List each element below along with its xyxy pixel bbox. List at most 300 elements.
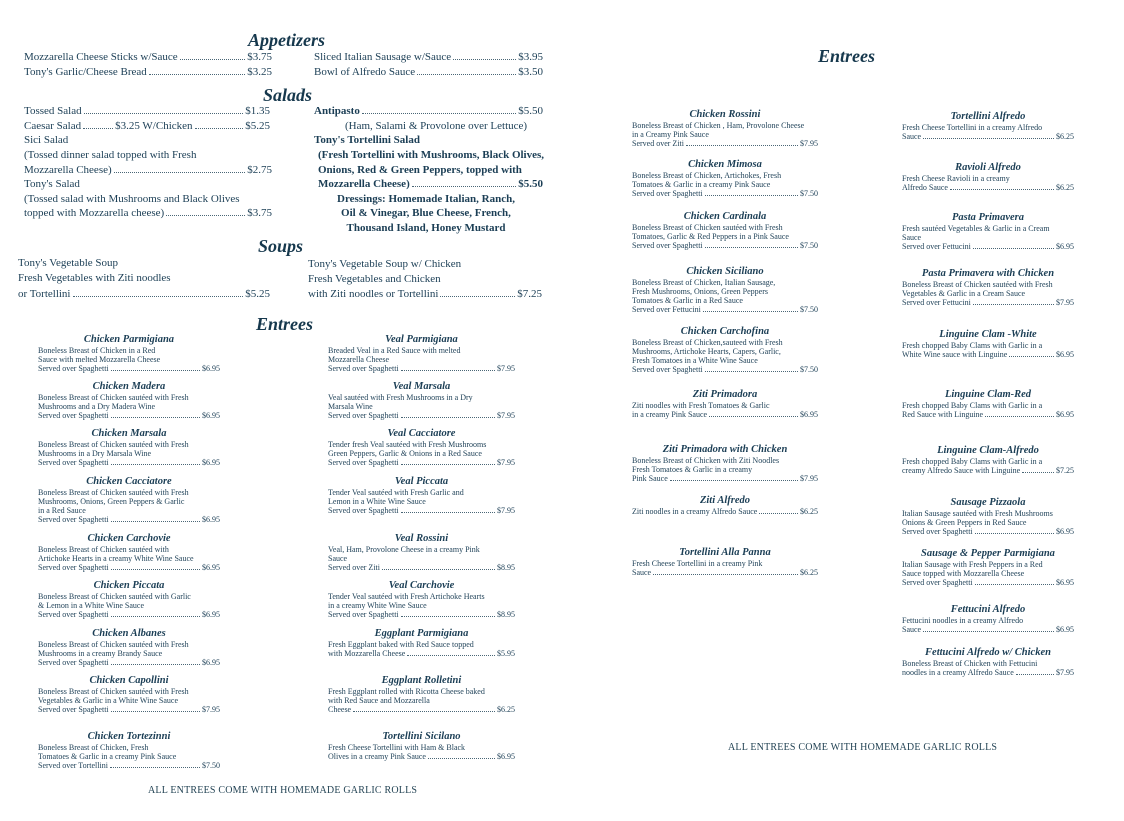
menu-line [24, 163, 272, 178]
menu-item [902, 111, 1074, 141]
item-price: $7.95 [497, 458, 515, 467]
item-description: Boneless Breast of Chicken sautéed with Garlic [38, 592, 191, 601]
menu-item [38, 334, 220, 373]
menu-item [328, 580, 515, 619]
item-price-line [632, 568, 818, 577]
item-served: Served over Tortellini [38, 761, 108, 770]
item-served: Served over Spaghetti [38, 364, 109, 373]
menu-item [632, 389, 818, 419]
item-name: Veal Rossini [394, 533, 449, 544]
item-price-line [38, 761, 220, 770]
item-description: Boneless Breast of Chicken, Fresh [38, 743, 149, 752]
dot-leader [111, 664, 200, 665]
item-description: Fresh Cheese Ravioli in a creamy [902, 174, 1010, 183]
item-description: Fresh Cheese Tortellini in a creamy Alfredo [902, 123, 1043, 132]
item-name: Tossed Salad [24, 105, 82, 117]
item-price: $6.25 [1056, 183, 1074, 192]
item-price: $7.95 [497, 506, 515, 515]
item-price-line [902, 242, 1074, 251]
item-description: Fresh Cheese Tortellini in a creamy Pink [632, 559, 763, 568]
item-name: Linguine Clam -White [939, 329, 1037, 340]
menu-line [314, 65, 543, 80]
item-price-line [902, 668, 1074, 677]
item-price-line [328, 411, 515, 420]
item-price-line [38, 458, 220, 467]
item-served: Alfredo Sauce [902, 183, 948, 192]
item-price: $7.50 [800, 189, 818, 198]
item-served: Ziti noodles in a creamy Alfredo Sauce [632, 507, 758, 516]
item-price-line [632, 189, 818, 198]
item-price: $6.95 [1056, 242, 1074, 251]
item-price: $7.50 [800, 305, 818, 314]
item-name: Chicken Carchovie [87, 533, 171, 544]
item-price: $7.25 [1056, 466, 1074, 475]
menu-line [308, 287, 542, 302]
item-price: $7.95 [800, 474, 818, 483]
item-description: Green Peppers, Garlic & Onions in a Red Sauce [328, 449, 482, 458]
item-description: Mushrooms in a Dry Marsala Wine [38, 449, 152, 458]
item-description: Fresh chopped Baby Clams with Garlic in a [902, 341, 1043, 350]
item-served: Sauce [632, 568, 652, 577]
item-name: Chicken Siciliano [686, 266, 764, 277]
item-name: Antipasto [314, 105, 360, 117]
item-description: Italian Sausage with Fresh Peppers in a Red [902, 560, 1043, 569]
item-price-line [328, 610, 515, 619]
item-price-line [902, 625, 1074, 634]
item-price-line [632, 305, 818, 314]
item-served: Served over Spaghetti [328, 364, 399, 373]
dot-leader [110, 767, 200, 768]
item-served: Served over Spaghetti [38, 515, 109, 524]
item-price-line [902, 298, 1074, 307]
dot-leader [985, 416, 1054, 417]
item-price-line [632, 365, 818, 374]
item-description: & Lemon in a White Wine Sauce [38, 601, 145, 610]
item-price: $7.95 [1056, 298, 1074, 307]
item-price: $7.50 [800, 241, 818, 250]
item-description: Sauce with melted Mozzarella Cheese [38, 355, 161, 364]
item-description: in a Red Sauce [38, 506, 86, 515]
item-price: $6.95 [202, 658, 220, 667]
item-price-line [328, 563, 515, 572]
item-price-line [328, 506, 515, 515]
item-price: $6.95 [497, 752, 515, 761]
item-description: Boneless Breast of Chicken , Ham, Provolone Cheese [632, 121, 805, 130]
menu-item [902, 162, 1074, 192]
item-price: $7.95 [497, 411, 515, 420]
dot-leader [111, 521, 200, 522]
item-description: in a creamy White Wine Sauce [328, 601, 427, 610]
menu-item [632, 547, 818, 577]
menu-line: Tony's Tortellini Salad [314, 134, 420, 146]
item-description: Artichoke Hearts in a creamy White Wine Sauce [38, 554, 194, 563]
item-description: Boneless Breast of Chicken, Italian Sausage, [632, 278, 776, 287]
menu-line [318, 177, 543, 192]
item-price: $6.95 [800, 410, 818, 419]
item-price: $5.95 [497, 649, 515, 658]
menu-item [38, 476, 220, 524]
item-name: Fettucini Alfredo [950, 604, 1026, 615]
item-name: Tortellini Alla Panna [679, 547, 771, 558]
item-served: Served over Spaghetti [328, 610, 399, 619]
item-description: Boneless Breast of Chicken sautéed with [38, 545, 169, 554]
item-description: Boneless Breast of Chicken sautéed with Fresh [38, 440, 189, 449]
item-price: $7.25 [517, 288, 542, 300]
item-description: Boneless Breast of Chicken with Fettucini [902, 659, 1038, 668]
item-name: Pasta Primavera [951, 212, 1025, 223]
item-name: Sausage & Pepper Parmigiana [921, 548, 1055, 559]
menu-item [328, 628, 515, 658]
item-price: $3.95 [518, 51, 543, 63]
item-served: Olives in a creamy Pink Sauce [328, 752, 426, 761]
item-description: Mushrooms, Onions, Green Peppers & Garlic [38, 497, 185, 506]
menu-line: Onions, Red & Green Peppers, topped with [318, 164, 522, 176]
item-name: Fettucini Alfredo w/ Chicken [925, 647, 1051, 658]
dot-leader [950, 189, 1054, 190]
item-name: Ziti Alfredo [699, 495, 751, 506]
item-price: $8.95 [497, 563, 515, 572]
item-price: $3.25 [247, 66, 272, 78]
menu-item [328, 334, 515, 373]
item-name: Linguine Clam-Alfredo [937, 445, 1039, 456]
item-price: $6.95 [202, 515, 220, 524]
dot-leader [401, 370, 495, 371]
item-price: $5.50 [518, 178, 543, 190]
item-name: Chicken Cardinala [683, 211, 767, 222]
dot-leader [973, 248, 1054, 249]
item-price-line [902, 527, 1074, 536]
item-price: $6.95 [202, 610, 220, 619]
item-name: Tony's Garlic/Cheese Bread [24, 66, 147, 78]
menu-line: Tony's Salad [24, 178, 80, 190]
item-description: Lemon in a White Wine Sauce [328, 497, 426, 506]
item-name: Tortellini Alfredo [950, 111, 1026, 122]
dot-leader [111, 417, 200, 418]
dot-leader [1009, 356, 1054, 357]
item-price: $7.95 [800, 139, 818, 148]
item-description: Onions & Green Peppers in Red Sauce [902, 518, 1027, 527]
item-name: Veal Cacciatore [387, 428, 456, 439]
item-name: Chicken Tortezinni [87, 731, 171, 742]
item-served: Served over Spaghetti [38, 705, 109, 714]
item-name: Veal Parmigiana [385, 334, 458, 345]
menu-line [24, 50, 272, 65]
item-price: $5.25 [245, 288, 270, 300]
item-price: $6.25 [497, 705, 515, 714]
item-price-line [328, 458, 515, 467]
dot-leader [111, 370, 200, 371]
dot-leader [975, 533, 1054, 534]
item-description: Boneless Breast of Chicken sautéed with Fresh [632, 223, 783, 232]
menu-line [24, 65, 272, 80]
entrees-footer-left: ALL ENTREES COME WITH HOMEMADE GARLIC ROLLS [148, 785, 418, 796]
item-description: Boneless Breast of Chicken sautéed with Fresh [38, 393, 189, 402]
item-price: $6.25 [800, 507, 818, 516]
item-price-line [632, 507, 818, 516]
menu-item [38, 731, 220, 770]
item-price-line [328, 364, 515, 373]
item-description: Boneless Breast of Chicken in a Red [38, 346, 156, 355]
menu-line: (Tossed dinner salad topped with Fresh [24, 149, 197, 161]
item-served: Pink Sauce [632, 474, 668, 483]
item-name: Pasta Primavera with Chicken [921, 268, 1055, 279]
item-price-line [38, 610, 220, 619]
dot-leader [1016, 674, 1054, 675]
item-name: Ziti Primadora [692, 389, 758, 400]
menu-item [328, 428, 515, 467]
menu-item [38, 675, 220, 714]
item-price: $7.50 [202, 761, 220, 770]
item-description: Tender Veal sautéed with Fresh Artichoke Hearts [328, 592, 485, 601]
item-price: $8.95 [497, 610, 515, 619]
menu-item [38, 580, 220, 619]
item-price-line [632, 410, 818, 419]
item-served: Served over Fettucini [902, 298, 971, 307]
item-price-line [902, 183, 1074, 192]
item-price: $7.50 [800, 365, 818, 374]
item-description: Sauce topped with Mozzarella Cheese [902, 569, 1025, 578]
item-price: $6.25 [1056, 132, 1074, 141]
item-name: Eggplant Rolletini [381, 675, 462, 686]
item-price: $3.50 [518, 66, 543, 78]
item-description: Boneless Breast of Chicken, Artichokes, Fresh [632, 171, 782, 180]
item-description: Fresh Eggplant baked with Red Sauce topped [328, 640, 474, 649]
item-price: $1.35 [245, 105, 270, 117]
item-served: Served over Spaghetti [902, 578, 973, 587]
item-description: Fresh chopped Baby Clams with Garlic in a [902, 401, 1043, 410]
item-name: Ravioli Alfredo [955, 162, 1021, 173]
item-name: Linguine Clam-Red [944, 389, 1032, 400]
item-served: Sauce [902, 625, 922, 634]
item-description: Boneless Breast of Chicken with Ziti Noodles [632, 456, 780, 465]
menu-item [38, 428, 220, 467]
menu-item [632, 159, 818, 198]
item-name: Mozzarella Cheese) [24, 164, 112, 176]
item-served: Served over Fettucini [902, 242, 971, 251]
item-description: Fresh Cheese Tortellini with Ham & Black [328, 743, 466, 752]
item-description: Sauce [902, 233, 922, 242]
item-name: Chicken Marsala [91, 428, 167, 439]
item-name: or Tortellini [18, 288, 71, 300]
menu-line: Fresh Vegetables and Chicken [308, 273, 441, 285]
menu-item [902, 445, 1074, 475]
item-served: with Mozzarella Cheese [328, 649, 406, 658]
item-price: $6.95 [202, 364, 220, 373]
menu-item [902, 497, 1074, 536]
item-name: Chicken Piccata [93, 580, 165, 591]
menu-item [902, 548, 1074, 587]
dot-leader [401, 417, 495, 418]
dot-leader [709, 416, 798, 417]
menu-line [24, 119, 270, 134]
item-name: topped with Mozzarella cheese) [24, 207, 165, 219]
item-description: Tomatoes & Garlic in a Red Sauce [632, 296, 743, 305]
menu-item [632, 266, 818, 314]
item-price: $6.25 [800, 568, 818, 577]
item-served: Served over Spaghetti [328, 458, 399, 467]
menu-line [314, 50, 543, 65]
item-description: Italian Sausage sautéed with Fresh Mushrooms [902, 509, 1053, 518]
menu-item [328, 675, 515, 714]
item-price-line [902, 466, 1074, 475]
item-price-line [632, 241, 818, 250]
menu-item [328, 381, 515, 420]
dressings-line: Oil & Vinegar, Blue Cheese, French, [341, 207, 511, 219]
item-price-line [328, 649, 515, 658]
dot-leader [401, 616, 495, 617]
item-price: $7.95 [1056, 668, 1074, 677]
entrees-heading-left: Entrees [256, 314, 314, 334]
item-description: Mozzarella Cheese [328, 355, 390, 364]
item-name: Caesar Salad [24, 120, 82, 132]
item-price-line [38, 515, 220, 524]
soups-heading: Soups [258, 236, 304, 256]
item-price: $3.75 [247, 51, 272, 63]
item-name: Chicken Parmigiana [83, 334, 175, 345]
menu-item [38, 533, 220, 572]
dot-leader [111, 464, 200, 465]
item-served: Served over Spaghetti [328, 506, 399, 515]
menu-item [632, 444, 818, 483]
item-price: $7.95 [497, 364, 515, 373]
dressings-line: Thousand Island, Honey Mustard [346, 222, 506, 234]
item-description: Fettucini noodles in a creamy Alfredo [902, 616, 1024, 625]
item-served: Red Sauce with Linguine [902, 410, 984, 419]
item-name: Chicken Carchofina [680, 326, 770, 337]
item-description: Breaded Veal in a Red Sauce with melted [328, 346, 461, 355]
menu-line: (Ham, Salami & Provolone over Lettuce) [345, 120, 528, 132]
dot-leader [111, 616, 200, 617]
entrees-footer-right: ALL ENTREES COME WITH HOMEMADE GARLIC ROLLS [728, 742, 998, 753]
dressings-line: Dressings: Homemade Italian, Ranch, [337, 193, 515, 205]
menu-line [24, 104, 270, 119]
menu-line [18, 287, 270, 302]
dot-leader [1022, 472, 1054, 473]
item-served: creamy Alfredo Sauce with Linguine [902, 466, 1021, 475]
item-served: in a creamy Pink Sauce [632, 410, 708, 419]
item-price: $3.75 [247, 207, 272, 219]
entrees-heading-right: Entrees [818, 46, 876, 66]
item-price: $5.25 [245, 120, 270, 132]
item-name: Chicken Albanes [92, 628, 166, 639]
item-name: Eggplant Parmigiana [374, 628, 469, 639]
item-description: Veal, Ham, Provolone Cheese in a creamy Pink [328, 545, 480, 554]
dot-leader [923, 631, 1054, 632]
item-served: Sauce [902, 132, 922, 141]
dot-leader [705, 195, 798, 196]
item-served: Served over Spaghetti [38, 658, 109, 667]
item-name: Mozzarella Cheese Sticks w/Sauce [24, 51, 178, 63]
menu-line [314, 104, 543, 119]
item-price: $5.50 [518, 105, 543, 117]
dot-leader [401, 512, 495, 513]
menu-item [632, 495, 818, 516]
menu-item [632, 109, 818, 148]
item-served: Served over Spaghetti [38, 458, 109, 467]
dot-leader [111, 711, 200, 712]
item-description: Boneless Breast of Chicken sautéed with Fresh [38, 640, 189, 649]
menu-item [902, 268, 1074, 307]
item-name: Tortellini Sicilano [382, 731, 461, 742]
item-price-line [38, 411, 220, 420]
dot-leader [670, 480, 798, 481]
item-name: Chicken Cacciatore [86, 476, 172, 487]
menu-item [328, 476, 515, 515]
salads-heading: Salads [263, 85, 313, 105]
item-price-line [38, 658, 220, 667]
dot-leader [705, 371, 798, 372]
item-price: $7.95 [202, 705, 220, 714]
item-price: $6.95 [1056, 527, 1074, 536]
item-price: $6.95 [1056, 350, 1074, 359]
item-price-line [632, 474, 818, 483]
dot-leader [353, 711, 495, 712]
dot-leader [653, 574, 798, 575]
item-name: with Ziti noodles or Tortellini [308, 288, 439, 300]
menu-item [328, 533, 515, 572]
item-name: Chicken Rossini [689, 109, 761, 120]
dot-leader [686, 145, 798, 146]
item-price: $6.95 [1056, 625, 1074, 634]
dot-leader [705, 247, 798, 248]
item-description: with Red Sauce and Mozzarella [328, 696, 430, 705]
menu-item [902, 212, 1074, 251]
item-description: Boneless Breast of Chicken,sauteed with Fresh [632, 338, 783, 347]
item-name: Chicken Mimosa [688, 159, 762, 170]
item-name: Veal Marsala [392, 381, 451, 392]
dot-leader [382, 569, 495, 570]
item-price: $6.95 [202, 411, 220, 420]
menu-item [902, 329, 1074, 359]
dot-leader [759, 513, 798, 514]
menu-line: (Tossed salad with Mushrooms and Black Olives [24, 193, 240, 205]
menu-item [632, 211, 818, 250]
menu-item [902, 604, 1074, 634]
item-name: Chicken Capollini [89, 675, 169, 686]
item-served: Served over Ziti [328, 563, 380, 572]
menu-line: Tony's Vegetable Soup [18, 257, 118, 269]
item-served: Served over Spaghetti [632, 241, 703, 250]
item-served: Served over Spaghetti [902, 527, 973, 536]
item-description: Mushrooms in a creamy Brandy Sauce [38, 649, 163, 658]
item-price: $6.95 [202, 458, 220, 467]
menu-item [38, 381, 220, 420]
item-price-line [328, 705, 515, 714]
item-served: Served over Ziti [632, 139, 684, 148]
item-name: Sliced Italian Sausage w/Sauce [314, 51, 452, 63]
item-description: Tomatoes & Garlic in a creamy Pink Sauce [632, 180, 771, 189]
item-price: $6.95 [1056, 410, 1074, 419]
menu-line: Fresh Vegetables with Ziti noodles [18, 272, 171, 284]
item-name: Veal Piccata [394, 476, 449, 487]
item-description: Fresh chopped Baby Clams with Garlic in a [902, 457, 1043, 466]
item-description: Marsala Wine [328, 402, 373, 411]
item-served: White Wine sauce with Linguine [902, 350, 1008, 359]
item-served: Served over Spaghetti [38, 610, 109, 619]
item-price: $6.95 [1056, 578, 1074, 587]
item-description: in a Creamy Pink Sauce [632, 130, 709, 139]
item-served: Served over Spaghetti [38, 411, 109, 420]
dot-leader [973, 304, 1054, 305]
item-served: Served over Spaghetti [632, 365, 703, 374]
item-description: Fresh Eggplant rolled with Ricotta Cheese baked [328, 687, 485, 696]
item-description: Fresh sautéed Vegetables & Garlic in a Cream [902, 224, 1050, 233]
item-description: Fresh Tomatoes in a White Wine Sauce [632, 356, 758, 365]
item-price: $3.25 W/Chicken [115, 120, 193, 132]
dot-leader [407, 655, 495, 656]
item-price-line [902, 410, 1074, 419]
item-description: Mushrooms, Artichoke Hearts, Capers, Garlic, [632, 347, 781, 356]
